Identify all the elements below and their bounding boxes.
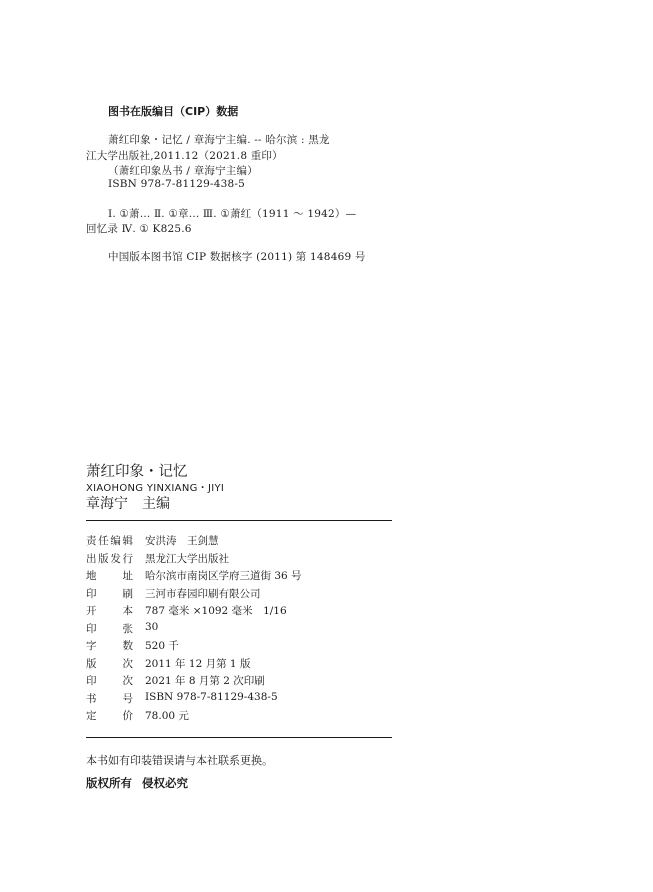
info-value: 787 毫米 ×1092 毫米 1/16 [145,605,287,617]
info-label-char: 发 [110,552,121,565]
rights-statement [86,775,188,791]
info-label-char: 开 [86,605,97,617]
info-label [86,603,133,618]
info-value: ISBN 978-7-81129-438-5 [145,690,278,703]
info-label-char: 出 [86,552,97,565]
info-label-char: 次 [122,657,133,670]
info-label [86,568,133,583]
info-label [86,673,133,688]
info-label [86,586,133,601]
info-value: 520 千 [145,640,179,652]
cip-line-2: 江大学出版社,2011.12（2021.8 重印） [86,150,283,162]
cip-line-3: （萧红印象丛书 / 章海宁主编） [108,165,258,177]
cip-classification-1: Ⅰ. ①萧… Ⅱ. ①章… Ⅲ. ①萧红（1911 ～ 1942）— [108,208,357,220]
info-label [86,551,133,566]
info-label-char: 号 [122,692,133,705]
info-label-char: 价 [122,710,133,722]
info-value: 哈尔滨市南岗区学府三道街 36 号 [145,570,302,582]
info-value: 2011 年 12 月第 1 版 [145,657,251,670]
info-label-char: 书 [86,692,97,705]
info-value: 三河市春园印刷有限公司 [145,587,261,600]
info-label [86,691,133,706]
infringement-notice: 侵权必究 [142,776,188,790]
editor-name: 章海宁 [86,496,128,512]
info-value: 78.00 元 [145,710,189,722]
info-label-char: 印 [86,587,97,600]
cip-classification-2: 回忆录 Ⅳ. ① K825.6 [86,223,192,235]
info-label-char: 辑 [122,535,133,547]
top-rule [86,520,392,521]
info-label-char: 本 [122,605,133,617]
info-label-char: 字 [86,640,97,652]
cip-record-number: 中国版本图书馆 CIP 数据核字 (2011) 第 148469 号 [108,251,366,263]
cip-line-1: 萧红印象・记忆 / 章海宁主编. -- 哈尔滨 : 黑龙 [108,134,330,146]
info-label [86,656,133,671]
info-label-char: 行 [122,552,133,565]
book-editor [86,493,170,513]
info-label-char: 印 [86,675,97,687]
info-label-char: 版 [86,657,97,670]
info-label [86,621,133,636]
info-label-char: 地 [86,570,97,582]
editor-role: 主编 [142,496,170,512]
cip-heading: 图书在版编目（CIP）数据 [108,105,239,118]
info-label-char: 责 [86,535,97,547]
info-label [86,533,133,548]
info-label-char: 刷 [122,587,133,600]
book-title: 萧红印象・记忆 [86,464,188,480]
info-label-char: 数 [122,640,133,652]
info-label-char: 址 [122,570,133,582]
info-value: 2021 年 8 月第 2 次印刷 [145,675,265,687]
info-label [86,708,133,723]
info-label-char: 定 [86,710,97,722]
replacement-notice: 本书如有印装错误请与本社联系更换。 [86,754,273,767]
info-value: 安洪涛 王剑慧 [145,535,219,547]
info-label-char: 任 [98,535,109,547]
bottom-rule [86,737,392,738]
info-label-char: 版 [98,552,109,565]
rights-reserved: 版权所有 [86,776,132,790]
info-label [86,638,133,653]
info-value: 30 [145,620,159,633]
info-label-char: 印 [86,622,97,635]
info-label-char: 张 [122,622,133,635]
info-label-char: 次 [122,675,133,687]
info-label-char: 编 [110,535,121,547]
info-value: 黑龙江大学出版社 [145,552,229,565]
cip-isbn: ISBN 978-7-81129-438-5 [108,178,246,190]
book-pinyin: XIAOHONG YINXIANG・JIYI [86,483,225,494]
